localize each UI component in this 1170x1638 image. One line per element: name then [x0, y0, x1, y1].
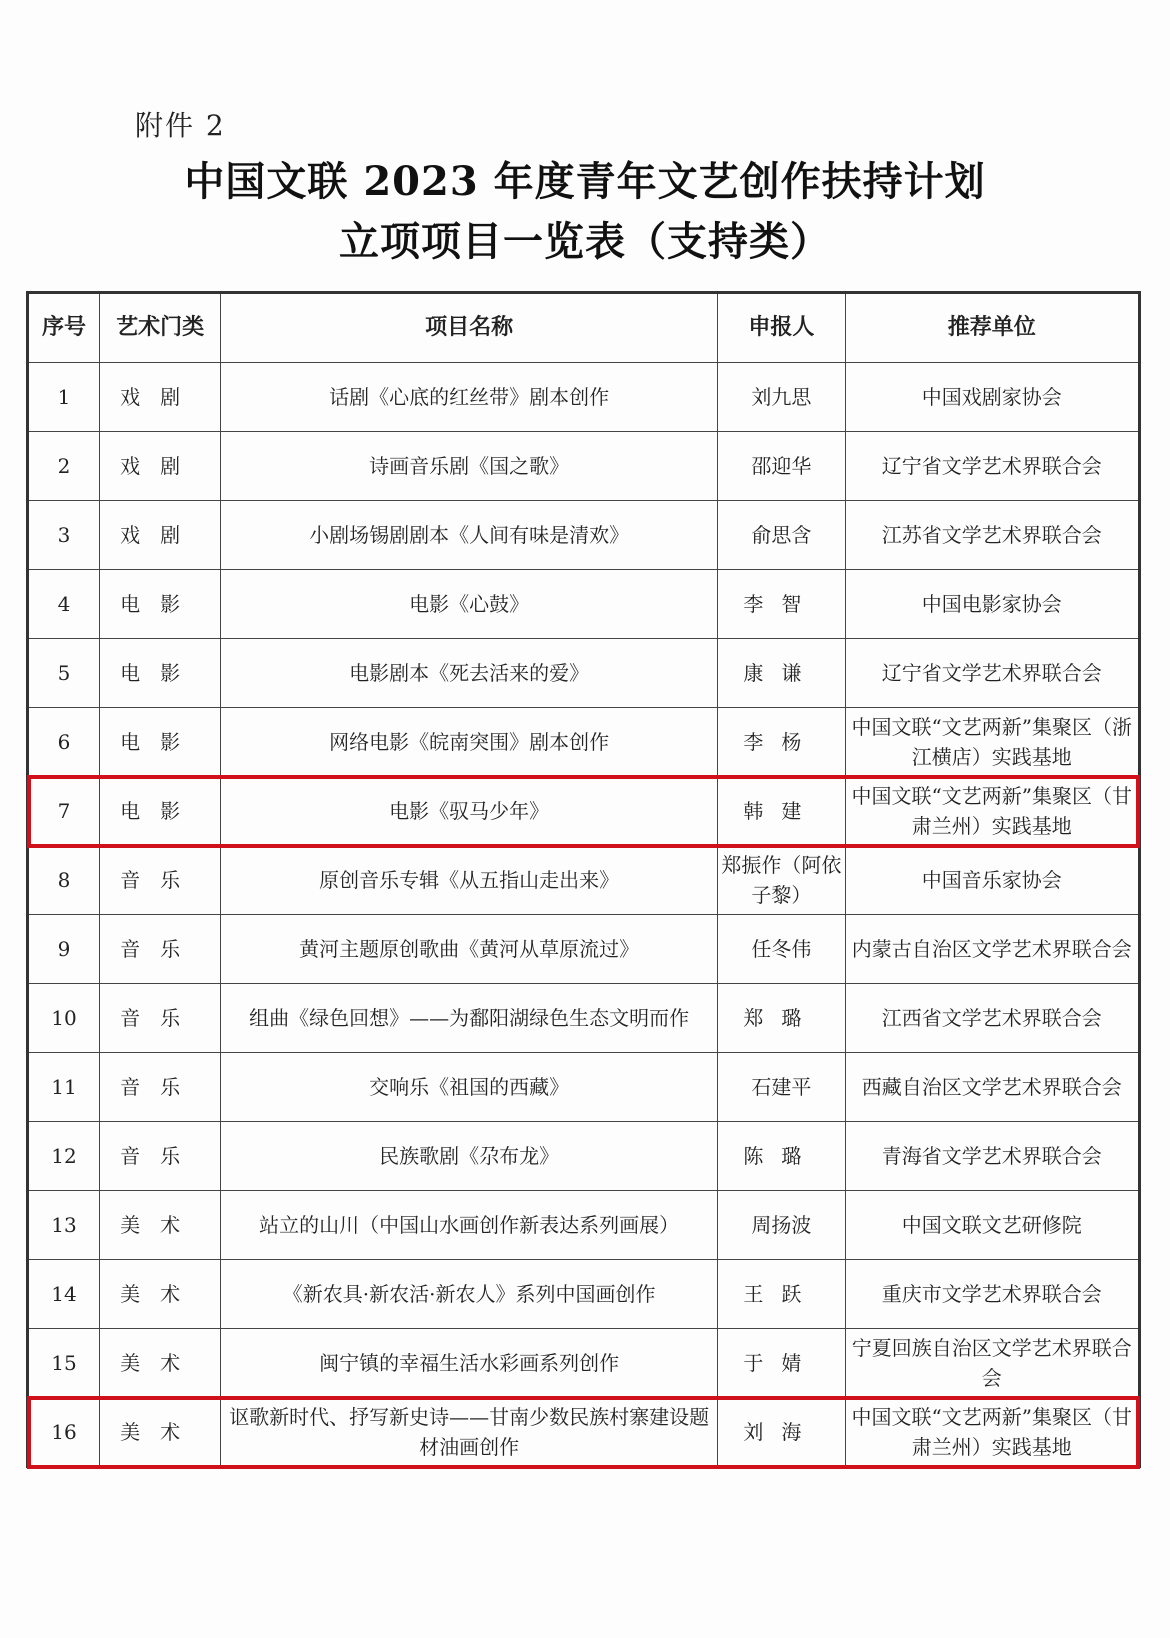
cell-category: 戏剧	[100, 501, 221, 570]
cell-no: 2	[28, 432, 100, 501]
cell-no: 6	[28, 708, 100, 777]
cell-applicant: 韩建	[718, 777, 845, 846]
cell-unit: 中国文联“文艺两新”集聚区（甘肃兰州）实践基地	[845, 777, 1139, 846]
cell-project: 电影《心鼓》	[221, 570, 718, 639]
cell-category: 音乐	[100, 846, 221, 915]
cell-unit: 宁夏回族自治区文学艺术界联合会	[845, 1329, 1139, 1398]
cell-applicant: 周扬波	[718, 1191, 845, 1260]
cell-no: 9	[28, 915, 100, 984]
cell-no: 13	[28, 1191, 100, 1260]
cell-project: 闽宁镇的幸福生活水彩画系列创作	[221, 1329, 718, 1398]
table-row	[28, 1398, 1140, 1467]
cell-no: 4	[28, 570, 100, 639]
cell-applicant: 康谦	[718, 639, 845, 708]
cell-unit: 中国电影家协会	[845, 570, 1139, 639]
table-row	[28, 501, 1140, 570]
cell-unit: 中国音乐家协会	[845, 846, 1139, 915]
cell-applicant: 李杨	[718, 708, 845, 777]
cell-project: 网络电影《皖南突围》剧本创作	[221, 708, 718, 777]
header-no: 序号	[28, 293, 100, 363]
cell-unit: 江苏省文学艺术界联合会	[845, 501, 1139, 570]
cell-project: 话剧《心底的红丝带》剧本创作	[221, 363, 718, 432]
attachment-label: 附件 2	[135, 109, 226, 142]
cell-no: 1	[28, 363, 100, 432]
cell-applicant: 石建平	[718, 1053, 845, 1122]
table-row	[28, 984, 1140, 1053]
cell-applicant: 王跃	[718, 1260, 845, 1329]
cell-unit: 中国文联文艺研修院	[845, 1191, 1139, 1260]
cell-category: 戏剧	[100, 363, 221, 432]
cell-applicant: 陈璐	[718, 1122, 845, 1191]
cell-category: 美术	[100, 1329, 221, 1398]
cell-unit: 内蒙古自治区文学艺术界联合会	[845, 915, 1139, 984]
cell-no: 11	[28, 1053, 100, 1122]
header-applicant: 申报人	[718, 293, 845, 363]
cell-no: 16	[28, 1398, 100, 1467]
table-row	[28, 1191, 1140, 1260]
cell-unit: 中国文联“文艺两新”集聚区（甘肃兰州）实践基地	[845, 1398, 1139, 1467]
cell-project: 小剧场锡剧剧本《人间有味是清欢》	[221, 501, 718, 570]
table-row	[28, 846, 1140, 915]
cell-category: 电影	[100, 708, 221, 777]
cell-no: 12	[28, 1122, 100, 1191]
cell-category: 音乐	[100, 984, 221, 1053]
cell-no: 3	[28, 501, 100, 570]
cell-unit: 辽宁省文学艺术界联合会	[845, 432, 1139, 501]
table-row	[28, 1122, 1140, 1191]
cell-no: 5	[28, 639, 100, 708]
table-row	[28, 639, 1140, 708]
cell-project: 站立的山川（中国山水画创作新表达系列画展）	[221, 1191, 718, 1260]
cell-unit: 辽宁省文学艺术界联合会	[845, 639, 1139, 708]
cell-applicant: 邵迎华	[718, 432, 845, 501]
cell-unit: 重庆市文学艺术界联合会	[845, 1260, 1139, 1329]
cell-category: 电影	[100, 777, 221, 846]
header-category: 艺术门类	[100, 293, 221, 363]
cell-category: 戏剧	[100, 432, 221, 501]
cell-project: 民族歌剧《尕布龙》	[221, 1122, 718, 1191]
cell-category: 美术	[100, 1260, 221, 1329]
header-project: 项目名称	[221, 293, 718, 363]
cell-category: 音乐	[100, 1122, 221, 1191]
cell-no: 7	[28, 777, 100, 846]
cell-project: 《新农具·新农活·新农人》系列中国画创作	[221, 1260, 718, 1329]
table-body	[28, 363, 1140, 1467]
cell-applicant: 任冬伟	[718, 915, 845, 984]
cell-project: 诗画音乐剧《国之歌》	[221, 432, 718, 501]
table-header-row	[28, 293, 1140, 363]
cell-category: 美术	[100, 1191, 221, 1260]
cell-applicant: 于婧	[718, 1329, 845, 1398]
cell-no: 14	[28, 1260, 100, 1329]
cell-applicant: 俞思含	[718, 501, 845, 570]
table-row	[28, 777, 1140, 846]
cell-unit: 中国文联“文艺两新”集聚区（浙江横店）实践基地	[845, 708, 1139, 777]
table-row	[28, 363, 1140, 432]
cell-applicant: 李智	[718, 570, 845, 639]
table-row	[28, 1053, 1140, 1122]
table-row	[28, 1260, 1140, 1329]
cell-unit: 中国戏剧家协会	[845, 363, 1139, 432]
cell-category: 电影	[100, 570, 221, 639]
cell-applicant: 郑璐	[718, 984, 845, 1053]
cell-unit: 青海省文学艺术界联合会	[845, 1122, 1139, 1191]
cell-applicant: 刘海	[718, 1398, 845, 1467]
cell-project: 电影《驭马少年》	[221, 777, 718, 846]
cell-no: 15	[28, 1329, 100, 1398]
cell-applicant: 刘九思	[718, 363, 845, 432]
cell-category: 音乐	[100, 915, 221, 984]
cell-category: 美术	[100, 1398, 221, 1467]
cell-project: 交响乐《祖国的西藏》	[221, 1053, 718, 1122]
cell-project: 电影剧本《死去活来的爱》	[221, 639, 718, 708]
cell-no: 8	[28, 846, 100, 915]
cell-unit: 西藏自治区文学艺术界联合会	[845, 1053, 1139, 1122]
cell-project: 原创音乐专辑《从五指山走出来》	[221, 846, 718, 915]
cell-project: 讴歌新时代、抒写新史诗——甘南少数民族村寨建设题材油画创作	[221, 1398, 718, 1467]
cell-project: 组曲《绿色回想》——为鄱阳湖绿色生态文明而作	[221, 984, 718, 1053]
header-unit: 推荐单位	[845, 293, 1139, 363]
cell-no: 10	[28, 984, 100, 1053]
table-row	[28, 570, 1140, 639]
document-title-line1: 中国文联 2023 年度青年文艺创作扶持计划	[184, 158, 986, 205]
table-row	[28, 1329, 1140, 1398]
cell-category: 音乐	[100, 1053, 221, 1122]
cell-unit: 江西省文学艺术界联合会	[845, 984, 1139, 1053]
table-row	[28, 432, 1140, 501]
cell-project: 黄河主题原创歌曲《黄河从草原流过》	[221, 915, 718, 984]
table-row	[28, 708, 1140, 777]
cell-category: 电影	[100, 639, 221, 708]
cell-applicant: 郑振作（阿依子黎）	[718, 846, 845, 915]
document-title-line2: 立项项目一览表（支持类）	[339, 218, 831, 265]
table-row	[28, 915, 1140, 984]
project-table	[26, 291, 1141, 1468]
